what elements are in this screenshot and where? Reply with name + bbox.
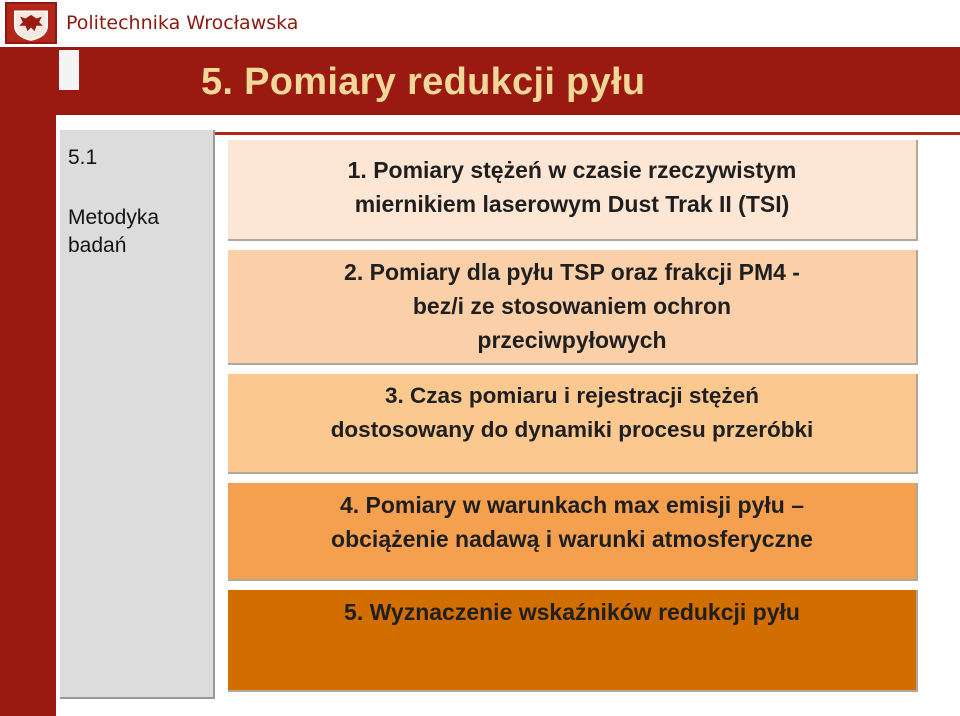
left-frame-bar [0, 47, 56, 716]
list-item-5 [228, 590, 918, 692]
item-4-line-1: 4. Pomiary w warunkach max emisji pyłu – [339, 492, 805, 518]
list-item-4 [228, 483, 918, 581]
list-item-2 [228, 250, 918, 365]
eagle-crest-icon [5, 2, 57, 44]
item-1-line-1: 1. Pomiary stężeń w czasie rzeczywistym [347, 157, 797, 183]
item-5-line-1: 5. Wyznaczenie wskaźników redukcji pyłu [344, 599, 800, 625]
university-name: Politechnika Wrocławska [66, 12, 299, 34]
item-2-line-2: bez/i ze stosowaniem ochron [412, 293, 732, 319]
slide-title: 5. Pomiary redukcji pyłu [201, 61, 646, 103]
item-3-line-1: 3. Czas pomiaru i rejestracji stężeń [385, 383, 759, 408]
list-item-1 [228, 140, 918, 241]
item-2-line-3: przeciwpyłowych [477, 327, 667, 353]
list-item-3 [228, 374, 918, 474]
header-bar [0, 0, 960, 47]
title-band [56, 47, 960, 115]
item-1-line-2: miernikiem laserowym Dust Trak II (TSI) [354, 191, 790, 217]
section-number: 5.1 [68, 146, 98, 169]
section-label: Metodyka badań [68, 206, 160, 257]
item-4-line-2: obciążenie nadawą i warunki atmosferyczne [331, 526, 813, 552]
title-rule [215, 132, 960, 135]
item-3-line-2: dostosowany do dynamiki procesu przeróbki [330, 417, 814, 442]
decor-square [59, 50, 79, 90]
item-2-line-1: 2. Pomiary dla pyłu TSP oraz frakcji PM4 - [344, 259, 800, 285]
sidebar [60, 130, 215, 699]
